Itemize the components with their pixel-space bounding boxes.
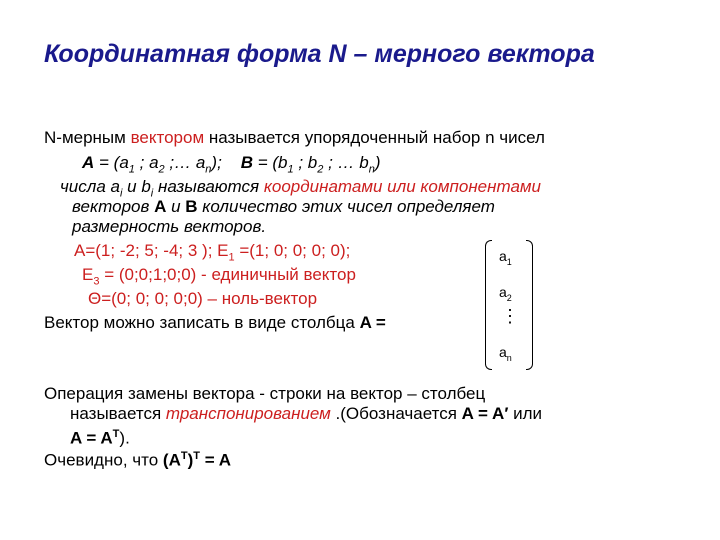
- example-vectors: [74, 241, 350, 267]
- formula: = A: [200, 450, 232, 470]
- matrix-entry: $a_2$: [499, 284, 512, 303]
- sub: 2: [317, 163, 324, 176]
- text: ): [374, 153, 381, 172]
- text: Вектор можно записать в виде столбца: [44, 313, 360, 332]
- sub: n: [368, 163, 375, 176]
- zero-vector: Θ=(0; 0; 0; 0;0) – ноль-вектор: [88, 289, 318, 308]
- text: Очевидно, что: [44, 450, 163, 470]
- unit-vector: [82, 265, 356, 291]
- sub: 1: [228, 251, 235, 264]
- formula: ): [187, 450, 194, 470]
- left-bracket: [485, 240, 492, 370]
- matrix-entry: $a_1$: [499, 248, 512, 267]
- text: ; … b: [323, 153, 369, 172]
- sup: T: [112, 428, 120, 440]
- vector-a-eq: A =: [359, 313, 386, 332]
- text: или: [508, 404, 543, 423]
- sub: 1: [128, 163, 135, 176]
- text: ;… a: [164, 153, 206, 172]
- right-bracket: [526, 240, 533, 370]
- text: ; a: [134, 153, 159, 172]
- transpose-line: Операция замены вектора - строки на вектор – столбец: [44, 384, 486, 403]
- text: называется упорядоченный набор n чисел: [204, 128, 545, 147]
- text: N-мерным: [44, 128, 131, 147]
- dimension-line: [72, 197, 495, 217]
- text: E: [82, 265, 94, 284]
- column-vector: [485, 240, 533, 368]
- vector-b-name: B: [185, 197, 198, 216]
- matrix-entry: $a_n$: [499, 344, 512, 363]
- text: = (a: [94, 153, 129, 172]
- transpose-notation: A = A′: [461, 404, 509, 423]
- term-vector: вектором: [130, 128, 205, 147]
- vector-b-name: B: [240, 153, 253, 172]
- obvious-line: [44, 446, 231, 471]
- text: .(Обозначается: [330, 404, 462, 423]
- text: = (0;0;1;0;0) - единичный вектор: [99, 265, 356, 284]
- text: называется: [70, 404, 166, 423]
- text: A=(1; -2; 5; -4; 3 ); E: [74, 241, 229, 260]
- text: = (b: [252, 153, 288, 172]
- term-coordinates: координатами или компонентами: [263, 177, 542, 196]
- text: и b: [122, 177, 151, 196]
- slide-title: Координатная форма N – мерного вектора: [44, 40, 595, 68]
- text: ).: [119, 428, 130, 448]
- text: и: [166, 197, 186, 216]
- formula: (A: [162, 450, 181, 470]
- column-line: [44, 313, 386, 333]
- sub: 2: [158, 163, 165, 176]
- transpose-line-3: [70, 424, 130, 449]
- sub: i: [150, 187, 154, 200]
- vector-a-name: A: [82, 153, 95, 172]
- transpose-notation: A = A: [70, 428, 113, 448]
- text: =(1; 0; 0; 0; 0);: [234, 241, 351, 260]
- sub: n: [205, 163, 212, 176]
- sup: T: [193, 450, 200, 462]
- text: называются: [153, 177, 264, 196]
- vectors-definition: [82, 153, 381, 179]
- sub: i: [119, 187, 123, 200]
- sub: 3: [93, 275, 100, 288]
- sub: 1: [287, 163, 294, 176]
- transpose-line-2: [70, 404, 542, 424]
- text: количество этих чисел определяет: [197, 197, 495, 216]
- text: );: [211, 153, 222, 172]
- text: числа a: [60, 177, 120, 196]
- text: ; b: [293, 153, 318, 172]
- vector-a-name: A: [154, 197, 167, 216]
- term-transpose: транспонированием: [165, 404, 331, 423]
- sup: T: [180, 450, 188, 462]
- text: векторов: [72, 197, 155, 216]
- definition-line: [44, 128, 545, 148]
- vertical-dots: ⋮: [501, 306, 519, 326]
- dimension-line-2: размерность векторов.: [72, 217, 267, 236]
